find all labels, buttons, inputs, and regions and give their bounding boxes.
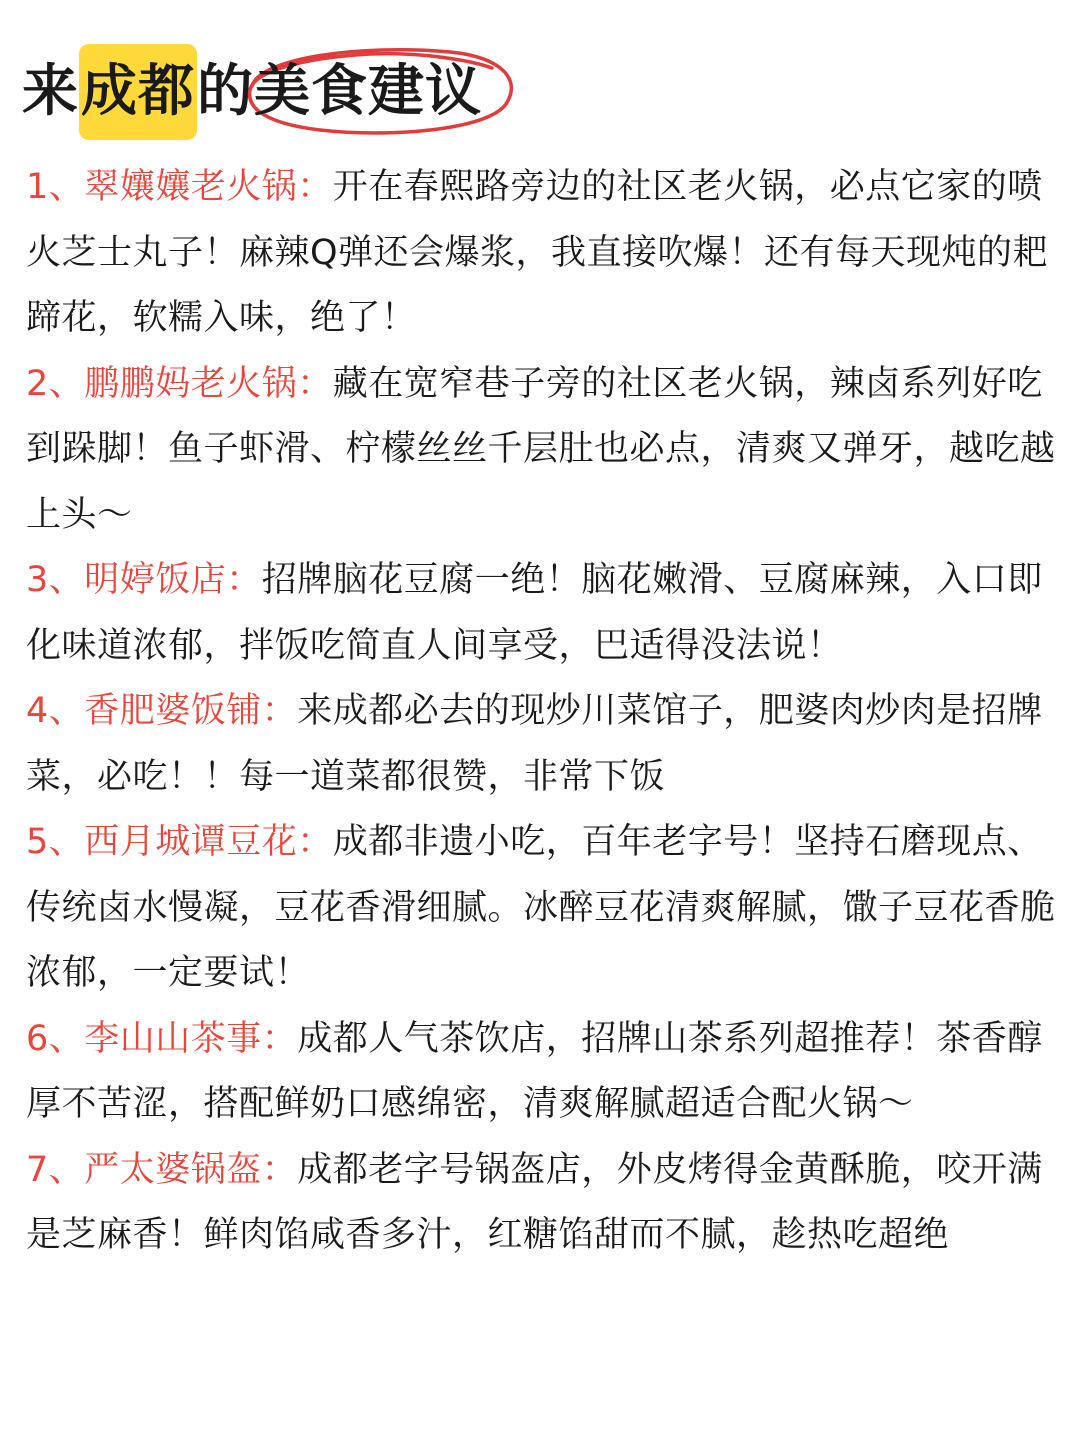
list-item-2 [26, 352, 1056, 549]
title-highlight: 成都 [79, 44, 197, 140]
shop-name: 5、西月城谭豆花： [26, 822, 333, 862]
shop-description: 开在春熙路旁边的社区老火锅，必点它家的喷火芝士丸子！麻辣Q弹还会爆浆，我直接吹爆！还有每天现炖的耙蹄花，软糯入味，绝了！ [26, 167, 1049, 338]
list-item-3 [26, 548, 1056, 679]
title-part-1: 来 [22, 59, 79, 124]
shop-name: 1、翠孃孃老火锅： [26, 167, 333, 207]
title-part-2: 的 [197, 59, 254, 124]
shop-name: 3、明婷饭店： [26, 560, 262, 600]
shop-name: 2、鹏鹏妈老火锅： [26, 363, 333, 404]
shop-description: 成都非遗小吃，百年老字号！坚持石磨现点、传统卤水慢凝，豆花香滑细腻。冰醉豆花清爽解腻，馓子豆花香脆浓郁，一定要试！ [26, 822, 1056, 993]
shop-description: 藏在宽窄巷子旁的社区老火锅，辣卤系列好吃到跺脚！鱼子虾滑、柠檬丝丝千层肚也必点，清爽又弹牙，越吃越上头～ [26, 363, 1056, 535]
shop-name: 4、香肥婆饭铺： [26, 691, 298, 731]
list-item-7 [26, 1138, 1056, 1269]
list-item-1 [26, 155, 1056, 352]
shop-description: 成都人气茶饮店，招牌山茶系列超推荐！茶香醇厚不苦涩，搭配鲜奶口感绵密，清爽解腻超适合配火锅～ [26, 1018, 1043, 1124]
shop-description: 来成都必去的现炒川菜馆子，肥婆肉炒肉是招牌菜，必吃！！每一道菜都很赞，非常下饭 [26, 691, 1043, 797]
recommendation-list [26, 155, 1056, 1269]
list-item-6 [26, 1007, 1056, 1138]
list-item-5 [26, 810, 1056, 1007]
shop-description: 招牌脑花豆腐一绝！脑花嫩滑、豆腐麻辣，入口即化味道浓郁，拌饭吃简直人间享受，巴适得没法说！ [26, 560, 1043, 666]
shop-description: 成都老字号锅盔店，外皮烤得金黄酥脆，咬开满是芝麻香！鲜肉馅咸香多汁，红糖馅甜而不腻，趁热吃超绝 [26, 1149, 1043, 1255]
shop-name: 7、严太婆锅盔： [26, 1149, 298, 1190]
title-circled-text: 美食建议 [254, 59, 482, 124]
title-circled-group [254, 44, 482, 140]
page-title [22, 44, 482, 140]
title-area [22, 44, 482, 144]
shop-name: 6、李山山茶事： [26, 1018, 298, 1059]
list-item-4 [26, 679, 1056, 810]
